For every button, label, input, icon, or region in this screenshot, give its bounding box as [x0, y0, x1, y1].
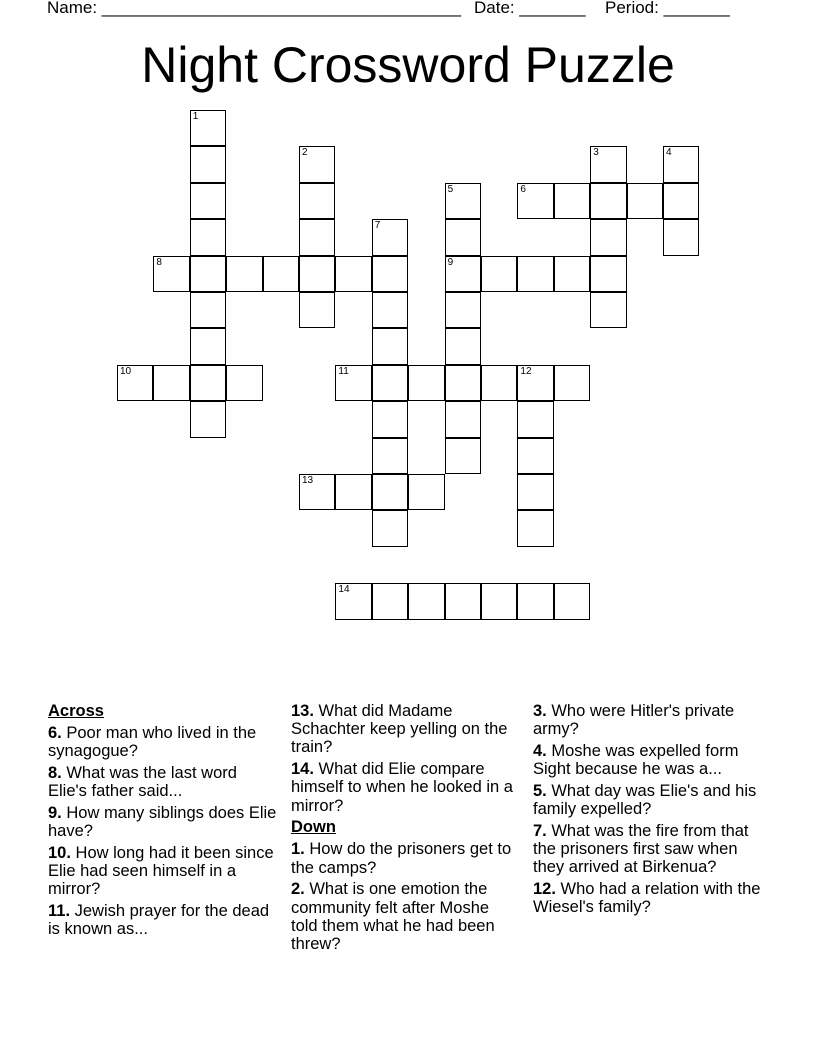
grid-cell[interactable]	[445, 438, 481, 474]
clue-column-3	[533, 702, 761, 920]
clue-down-1: 1. How do the prisoners get to the camps?	[291, 840, 512, 877]
grid-cell[interactable]	[554, 256, 590, 292]
grid-cell[interactable]	[481, 256, 517, 292]
grid-cell[interactable]	[408, 474, 444, 510]
clue-across-8: 8. What was the last word Elie's father said...	[48, 764, 237, 801]
clue-number: 1	[192, 111, 199, 122]
grid-cell[interactable]	[299, 256, 335, 292]
clue-down-5: 5. What day was Elie's and his family expelled?	[533, 781, 757, 819]
grid-cell[interactable]	[299, 292, 335, 328]
grid-cell[interactable]	[372, 401, 408, 437]
grid-cell[interactable]	[554, 583, 590, 619]
grid-cell[interactable]	[517, 474, 553, 510]
grid-cell[interactable]	[445, 219, 481, 255]
clue-down-3: 3. Who were Hitler's private army?	[533, 702, 735, 739]
grid-cell[interactable]	[590, 292, 626, 328]
grid-cell[interactable]	[445, 365, 481, 401]
clue-number: 3	[593, 147, 599, 159]
clue-number: 8	[156, 256, 162, 268]
grid-cell[interactable]	[554, 183, 590, 219]
grid-cell[interactable]	[408, 583, 444, 619]
clue-across-14: 14. What did Elie compare himself to when he looked in a mirror?	[291, 760, 513, 815]
grid-cell[interactable]	[335, 474, 371, 510]
grid-cell[interactable]	[554, 365, 590, 401]
clue-number: 5	[447, 183, 454, 195]
grid-cell[interactable]	[372, 292, 408, 328]
grid-cell[interactable]	[226, 256, 262, 292]
grid-cell[interactable]	[590, 256, 626, 292]
grid-cell[interactable]	[190, 365, 226, 401]
grid-cell[interactable]	[663, 183, 699, 219]
date-field: Date: _______	[474, 0, 586, 17]
across-heading: Across	[48, 702, 104, 720]
clue-down-7: 7. What was the fire from that the prisoners first saw when they arrived at Birkenua?	[533, 821, 749, 877]
grid-cell[interactable]	[335, 583, 371, 619]
grid-cell[interactable]	[153, 365, 189, 401]
grid-cell[interactable]	[299, 183, 335, 219]
grid-cell[interactable]	[663, 146, 699, 182]
clue-number: 11	[338, 365, 349, 377]
grid-cell[interactable]	[445, 256, 481, 292]
clue-across-6: 6. Poor man who lived in the synagogue?	[48, 724, 257, 761]
grid-cell[interactable]	[372, 256, 408, 292]
grid-cell[interactable]	[517, 510, 553, 546]
grid-cell[interactable]	[408, 365, 444, 401]
down-heading: Down	[291, 818, 336, 837]
grid-cell[interactable]	[117, 365, 153, 401]
clue-number: 10	[120, 365, 132, 377]
clue-number: 4	[666, 147, 672, 159]
grid-cell[interactable]	[190, 146, 226, 182]
clue-number: 12	[520, 365, 532, 377]
clue-across-10: 10. How long had it been since Elie had seen himself in a mirror?	[48, 843, 274, 899]
grid-cell[interactable]	[372, 510, 408, 546]
period-field: Period: _______	[605, 0, 730, 17]
grid-cell[interactable]	[517, 438, 553, 474]
grid-cell[interactable]	[481, 583, 517, 619]
grid-cell[interactable]	[299, 219, 335, 255]
grid-cell[interactable]	[590, 183, 626, 219]
grid-cell[interactable]	[590, 146, 626, 182]
grid-cell[interactable]	[335, 365, 371, 401]
grid-cell[interactable]	[517, 583, 553, 619]
grid-cell[interactable]	[517, 256, 553, 292]
grid-cell[interactable]	[445, 583, 481, 619]
grid-cell[interactable]	[372, 365, 408, 401]
grid-cell[interactable]	[517, 183, 553, 219]
grid-cell[interactable]	[445, 401, 481, 437]
grid-cell[interactable]	[590, 219, 626, 255]
grid-cell[interactable]	[263, 256, 299, 292]
grid-cell[interactable]	[190, 292, 226, 328]
grid-cell[interactable]	[372, 438, 408, 474]
grid-cell[interactable]	[481, 365, 517, 401]
grid-cell[interactable]	[299, 146, 335, 182]
name-field: Name: ______________________________________	[47, 0, 462, 17]
clue-number: 6	[520, 183, 526, 195]
clue-down-4: 4. Moshe was expelled form Sight because he was a...	[533, 741, 739, 779]
clue-down-12: 12. Who had a relation with the Wiesel's family?	[533, 879, 761, 917]
grid-cell[interactable]	[190, 256, 226, 292]
grid-cell[interactable]	[190, 401, 226, 437]
grid-cell[interactable]	[190, 183, 226, 219]
clue-number: 7	[374, 220, 381, 232]
clue-number: 13	[302, 475, 314, 486]
grid-cell[interactable]	[445, 183, 481, 219]
clue-column-2	[291, 702, 516, 957]
grid-cell[interactable]	[299, 474, 335, 510]
grid-cell[interactable]	[226, 365, 262, 401]
clue-column-1	[48, 702, 278, 942]
grid-cell[interactable]	[153, 256, 189, 292]
clue-number: 2	[302, 147, 308, 159]
grid-cell[interactable]	[190, 110, 226, 146]
grid-cell[interactable]	[627, 183, 663, 219]
grid-cell[interactable]	[445, 292, 481, 328]
clue-number: 9	[447, 256, 454, 268]
grid-cell[interactable]	[372, 583, 408, 619]
grid-cell[interactable]	[445, 328, 481, 364]
grid-cell[interactable]	[372, 328, 408, 364]
grid-cell[interactable]	[190, 328, 226, 364]
grid-cell[interactable]	[517, 365, 553, 401]
grid-cell[interactable]	[372, 219, 408, 255]
page-title: Night Crossword Puzzle	[141, 37, 675, 93]
clue-across-11: 11. Jewish prayer for the dead is known as...	[48, 902, 270, 939]
grid-cell[interactable]	[372, 474, 408, 510]
grid-cell[interactable]	[517, 401, 553, 437]
clue-number: 14	[338, 584, 350, 596]
grid-cell[interactable]	[335, 256, 371, 292]
clue-down-2: 2. What is one emotion the community felt after Moshe told them what he had been threw?	[291, 880, 495, 953]
grid-cell[interactable]	[663, 219, 699, 255]
clue-across-13: 13. What did Madame Schachter keep yelling on the train?	[291, 702, 508, 757]
grid-cell[interactable]	[190, 219, 226, 255]
clue-across-9: 9. How many siblings does Elie have?	[48, 804, 277, 841]
